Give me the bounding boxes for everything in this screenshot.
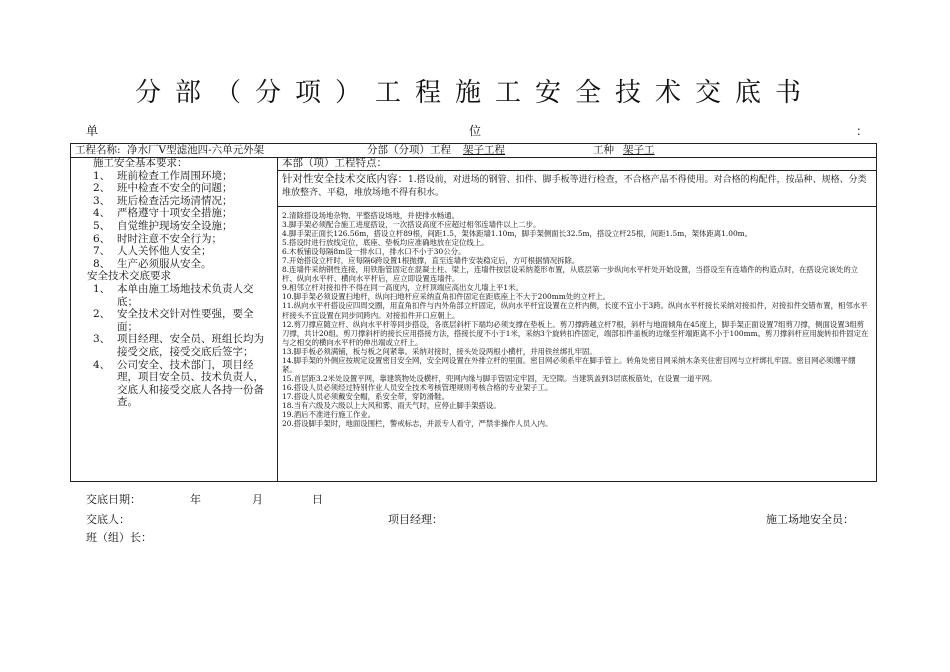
list-item — [71, 170, 277, 183]
safety-intro-text: 1.搭设前，对进场的钢管、扣件、脚手板等进行检查，不合格产品不得使用。对合格的构配件，按品种、规格、分类堆放整齐、平稳，堆放场地不得有积水。 — [282, 175, 867, 198]
unit-colon: ： — [856, 124, 869, 138]
trade-label: 工种 — [593, 144, 614, 156]
list-item-text: 安全技术交针对性要强，要全面； — [117, 308, 254, 333]
team-leader-label: 班（组）长： — [86, 531, 152, 544]
list-item-number: 1、 — [93, 282, 111, 295]
table-header-row — [71, 144, 876, 158]
list-item — [71, 220, 277, 233]
list-item-text: 班前检查工作周围环境； — [117, 169, 233, 182]
list-item-number: 2、 — [93, 182, 111, 195]
page-title: 分部（分项）工程施工安全技术交底书 — [134, 78, 815, 108]
list-item — [71, 182, 277, 195]
list-item — [71, 359, 277, 409]
safety-item: 17.搭设人员必须戴安全帽，系安全带，穿防滑鞋。 — [282, 391, 449, 401]
handover-table — [70, 143, 877, 482]
trade-value: 架子工 — [623, 144, 655, 156]
list-item — [71, 195, 277, 208]
safety-items-list — [278, 207, 876, 428]
basic-requirements-column — [71, 157, 277, 481]
safety-item: 10.脚手架必须设置扫地杆，纵向扫地杆应采纳直角扣件固定在距底座上不大于200mm处的立杆上。 — [282, 292, 611, 302]
date-year: 年 — [190, 493, 201, 506]
presenter-label: 交底人： — [86, 513, 130, 526]
list-item-text: 班后检查活完场清情况； — [117, 194, 233, 207]
project-features-heading: 本部（项）工程特点： — [278, 157, 876, 171]
unit-row — [86, 122, 869, 138]
date-day: 日 — [312, 493, 323, 506]
list-item — [71, 207, 277, 220]
unit-label-left: 单 — [86, 124, 99, 138]
list-item-number: 3、 — [93, 194, 111, 207]
list-item-number: 3、 — [93, 333, 111, 346]
safety-item: 19.酒后不准进行施工作业。 — [282, 410, 376, 420]
list-item-number: 7、 — [93, 245, 111, 258]
safety-item: 20.搭设脚手架时，地面设围栏，警戒标志，并派专人看守，严禁非操作人员入内。 — [282, 419, 553, 429]
unit-label-mid: 位 — [469, 124, 482, 138]
list-item-number: 8、 — [93, 257, 111, 270]
safety-item: 2.清除搭设场地杂物、平整搭设场地，并使排水畅通。 — [282, 211, 460, 220]
list-item-text: 项目经理、安全员、班组长均为接受交底，接受交底后签字； — [117, 333, 264, 358]
safety-item: 8.连墙件采纳钢性连接，用铁脂管固定在混凝土柱、梁上，连墙件按层设采纳菱形布置，从底层第一步纵向水平杆处开始设置，当搭设至有连墙件的构造点时，在搭设完该处的立杆、纵向水平杆、横向水平杆后，应立即设置连墙件。 — [282, 265, 859, 284]
safety-item: 6.木板铺设每隔8m设一排水口，排水口不小于30公分。 — [282, 247, 466, 257]
safety-item: 15.首层距3.2米处设置平网，靠建筑物处设横杆，兜网内缘与脚手管固定牢固，无空隙。当建筑盖到3层底板筋处，在设置一道平网。 — [282, 373, 717, 383]
project-value: 净水厂Ⅴ型滤池四-六单元外架 — [127, 144, 265, 156]
list-item — [71, 233, 277, 246]
list-item-text: 人人关怀他人安全； — [117, 245, 212, 258]
site-safety-officer-label: 施工场地安全员： — [766, 513, 854, 526]
list-item-text: 班中检查不安全的问题； — [117, 182, 233, 195]
list-item-number: 4、 — [93, 207, 111, 220]
list-item-text: 自觉维护现场安全设施； — [117, 219, 233, 232]
list-item-number: 2、 — [93, 308, 111, 321]
handover-requirements-list — [71, 283, 277, 409]
basic-requirements-list — [71, 170, 277, 271]
list-item-text: 本单由施工场地技术负责人交底； — [117, 282, 254, 308]
safety-item: 16.搭设人员必须经过特别作业人员安全技术考核管理规则考核合格的专业架子工。 — [282, 382, 553, 392]
project-label: 工程名称: — [75, 144, 121, 156]
list-item-text: 生产必须服从安全。 — [117, 257, 212, 270]
basic-requirements-title: 施工安全基本要求： — [93, 157, 188, 169]
list-item — [71, 258, 277, 271]
list-item-text: 严格遵守十项安全措施； — [117, 207, 233, 220]
list-item — [71, 333, 277, 358]
safety-item: 7.开始搭设立杆时，应每隔6跨设置1根抛撑，直至连墙件安装稳定后，方可根据情况拆除。 — [282, 256, 580, 266]
list-item-number: 1、 — [93, 169, 111, 182]
safety-item: 9.相邻立杆对接扣件不得在同一高度内，立杆顶端应高出女儿墙上平1米。 — [282, 283, 523, 293]
list-item-text: 时时注意不安全行为； — [117, 232, 222, 245]
safety-item: 12.剪刀撑应随立杆、纵向水平杆等同步搭设，各底层斜杆下端均必须支撑在垫板上。剪刀撑跨越立杆7根，斜杆与地面倾角在45度上，脚手架正面设置7组剪刀撑，侧面设置3组剪刀撑，共计20组。剪刀撑斜杆的接长应用搭接方法，搭接长度不小于1米，采纳3个旋转扣件固定，端部扣件盖板的边缘至杆端距离不小于100mm。剪刀撑斜杆应用旋转扣件固定在与之相交的横向水平杆的伸出端或立杆上。 — [282, 319, 869, 347]
safety-item: 11.纵向水平杆搭设应四周交圈，用直角扣件与内外角部立杆固定，纵向水平杆宜设置在立杆内侧，长度不宜小于3跨。纵向水平杆接长采纳对接扣件，对接扣件交错布置，相邻水平杆接头不宜设置在同步同跨内。对接扣件开口应朝上。 — [282, 301, 868, 320]
project-manager-label: 项目经理： — [388, 513, 443, 526]
safety-item: 14.脚手架的外侧应按规定设置密目安全网，安全网设置在外排立杆的里面。密目网必须系牢在脚手管上。转角处密目网采纳木条夹住密目网与立杆绑扎牢固。密目网必须绷平绷紧。 — [282, 355, 856, 374]
subproject-label: 分部（分项）工程 — [367, 144, 451, 156]
list-item-number: 5、 — [93, 219, 111, 232]
list-item — [71, 245, 277, 258]
subproject-value: 架子工程 — [463, 144, 505, 156]
project-features-column — [278, 157, 876, 481]
safety-intro-label: 针对性安全技术交底内容： — [282, 173, 408, 185]
safety-item: 13.脚手板必须满铺，板与板之间紧靠。采纳对接时，接头处设两根小横杆，并用铁丝绑扎牢固。 — [282, 346, 597, 356]
safety-item: 4.脚手架正面长126.56m，搭设立杆89根，间距1.5，架体距墙1.10m，脚手架侧面长32.5m，搭设立杆25根，间距1.5m，架体距离1.00m。 — [282, 229, 753, 239]
list-item-text: 公司安全、技术部门，项目经理，项目安全员、技术负责人，交底人和接受交底人各持一份备查。 — [117, 358, 264, 409]
list-item — [71, 283, 277, 308]
handover-requirements-title: 安全技术交底要求 — [87, 270, 171, 283]
list-item-number: 6、 — [93, 232, 111, 245]
safety-item: 3.脚手架必须配合施工进度搭设，一次搭设高度不应超过相邻连墙件以上二步。 — [282, 220, 541, 230]
date-month: 月 — [252, 493, 263, 506]
safety-item: 5.搭设时进行放线定位，底座、垫板均应准确地放在定位线上。 — [282, 238, 489, 248]
safety-item: 18.当有六级及六级以上大风和雾、雨天气时，应停止脚手架搭设。 — [282, 400, 501, 410]
list-item-number: 4、 — [93, 358, 111, 371]
date-label: 交底日期： — [86, 493, 141, 506]
list-item — [71, 308, 277, 333]
safety-intro — [278, 171, 876, 207]
